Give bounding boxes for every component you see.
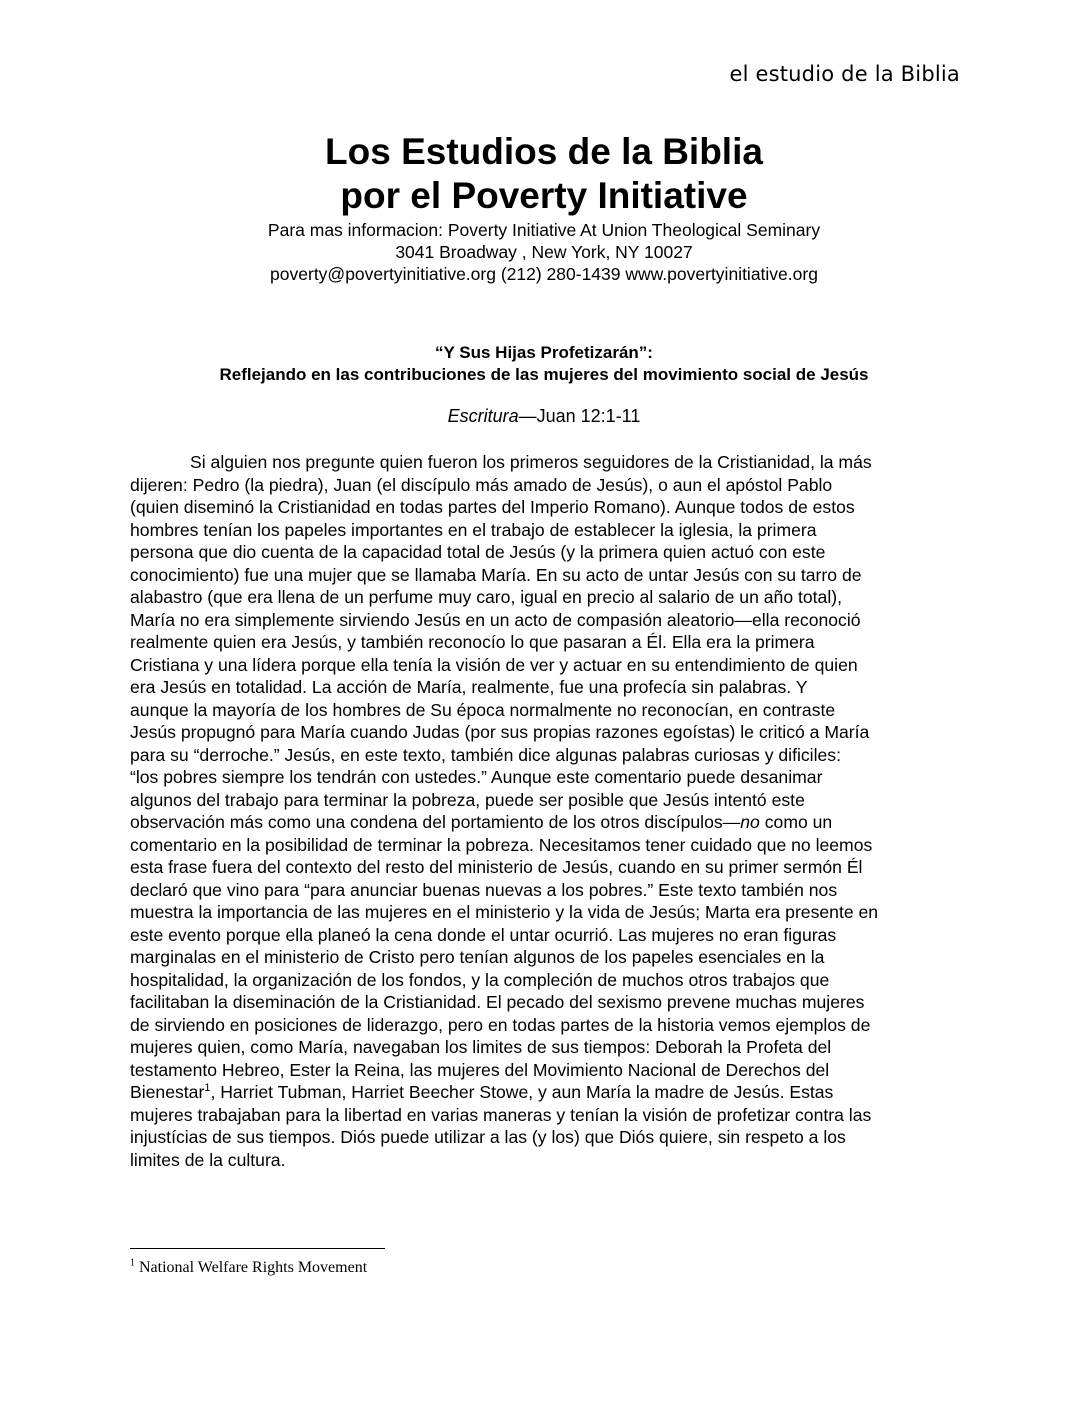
- body-emphasis: no: [740, 812, 760, 832]
- footnote-reference[interactable]: 1: [204, 1082, 211, 1095]
- body-paragraph: [130, 451, 965, 1171]
- scripture-passage: —Juan 12:1-11: [518, 406, 641, 426]
- contact-line-email-phone-web: poverty@povertyinitiative.org (212) 280-1439 www.povertyinitiative.org: [270, 264, 818, 284]
- study-heading: “Y Sus Hijas Profetizarán”:: [435, 343, 653, 362]
- study-subheading: Reflejando en las contribuciones de las mujeres del movimiento social de Jesús: [219, 365, 869, 384]
- contact-line-address: 3041 Broadway , New York, NY 10027: [395, 242, 693, 262]
- footnote-number: 1: [130, 1257, 135, 1269]
- body-text-part-1: Si alguien nos pregunte quien fueron los primeros seguidores de la Cristianidad, la más dijeren: Pedro (la piedra), Juan (el discípulo más amado de Jesús), o aun el apóstol Pablo (quien diseminó la Cristianidad en todas partes del Imperio Romano). Aunque todos de estos hombres tenían los papeles importantes en el trabajo de establecer la iglesia, la primera persona que dio cuenta de la capacidad total de Jesús (y la primera quien actuó con este conocimiento) fue una mujer que se llamaba María. En su acto de untar Jesús con su tarro de alabastro (que era llena de un perfume muy caro, igual en precio al salario de un año total), María no era simplemente sirviendo Jesús en un acto de compasión aleatorio—ella reconoció realmente quien era Jesús, y también reconocío lo que pasaran a Él. Ella era la primera Cristiana y una lídera porque ella tenía la visión de ver y actuar en su entendimiento de quien era Jesús en totalidad. La acción de María, realmente, fue una profecía sin palabras. Y aunque la mayoría de los hombres de Su época normalmente no reconocían, en contraste Jesús propugnó para María cuando Judas (por sus propias razones egoístas) le criticó a María para su “derroche.” Jesús, en este texto, también dice algunas palabras curiosas y dificiles: “los pobres siempre los tendrán con ustedes.” Aunque este comentario puede desanimar algunos del trabajo para terminar la pobreza, puede ser posible que Jesús intentó este observación más como una condena del portamiento de los otros discípulos—: [130, 452, 872, 832]
- document-title-line-2: por el Poverty Initiative: [340, 175, 748, 216]
- document-title-block: [0, 130, 1088, 285]
- running-header: el estudio de la Biblia: [729, 62, 960, 86]
- footnote-divider: [130, 1248, 385, 1249]
- document-title-line-1: Los Estudios de la Biblia: [325, 131, 763, 172]
- footnote: [130, 1259, 367, 1277]
- body-text-part-3: , Harriet Tubman, Harriet Beecher Stowe, y aun María la madre de Jesús. Estas mujeres trabajaban para la libertad en varias maneras y tenían la visión de profetizar contra las injustícias de sus tiempos. Diós puede utilizar a las (y los) que Diós quiere, sin respeto a los limites de la cultura.: [130, 1082, 872, 1170]
- paragraph-indent: [130, 452, 190, 472]
- scripture-label: Escritura: [447, 406, 519, 426]
- scripture-reference: [0, 406, 1088, 427]
- study-heading-block: [0, 342, 1088, 386]
- body-text-part-2: como un comentario en la posibilidad de terminar la pobreza. Necesitamos tener cuidado que no leemos esta frase fuera del contexto del resto del ministerio de Jesús, cuando en su primer sermón Él declaró que vino para “para anunciar buenas nuevas a los pobres.” Este texto también nos muestra la importancia de las mujeres en el ministerio y la vida de Jesús; Marta era presente en este evento porque ella planeó la cena donde el untar ocurrió. Las mujeres no eran figuras marginalas en el ministerio de Cristo pero tenían algunos de los papeles esenciales en la hospitalidad, la organización de los fondos, y la compleción de muchos otros trabajos que facilitaban la diseminación de la Cristianidad. El pecado del sexismo prevene muchas mujeres de sirviendo en posiciones de liderazgo, pero en todas partes de la historia vemos ejemplos de mujeres quien, como María, navegaban los limites de sus tiempos: Deborah la Profeta del testamento Hebreo, Ester la Reina, las mujeres del Movimiento Nacional de Derechos del Bienestar: [130, 812, 879, 1102]
- contact-info: [0, 219, 1088, 285]
- footnote-text: National Welfare Rights Movement: [135, 1259, 368, 1276]
- contact-line-organization: Para mas informacion: Poverty Initiative At Union Theological Seminary: [267, 220, 821, 240]
